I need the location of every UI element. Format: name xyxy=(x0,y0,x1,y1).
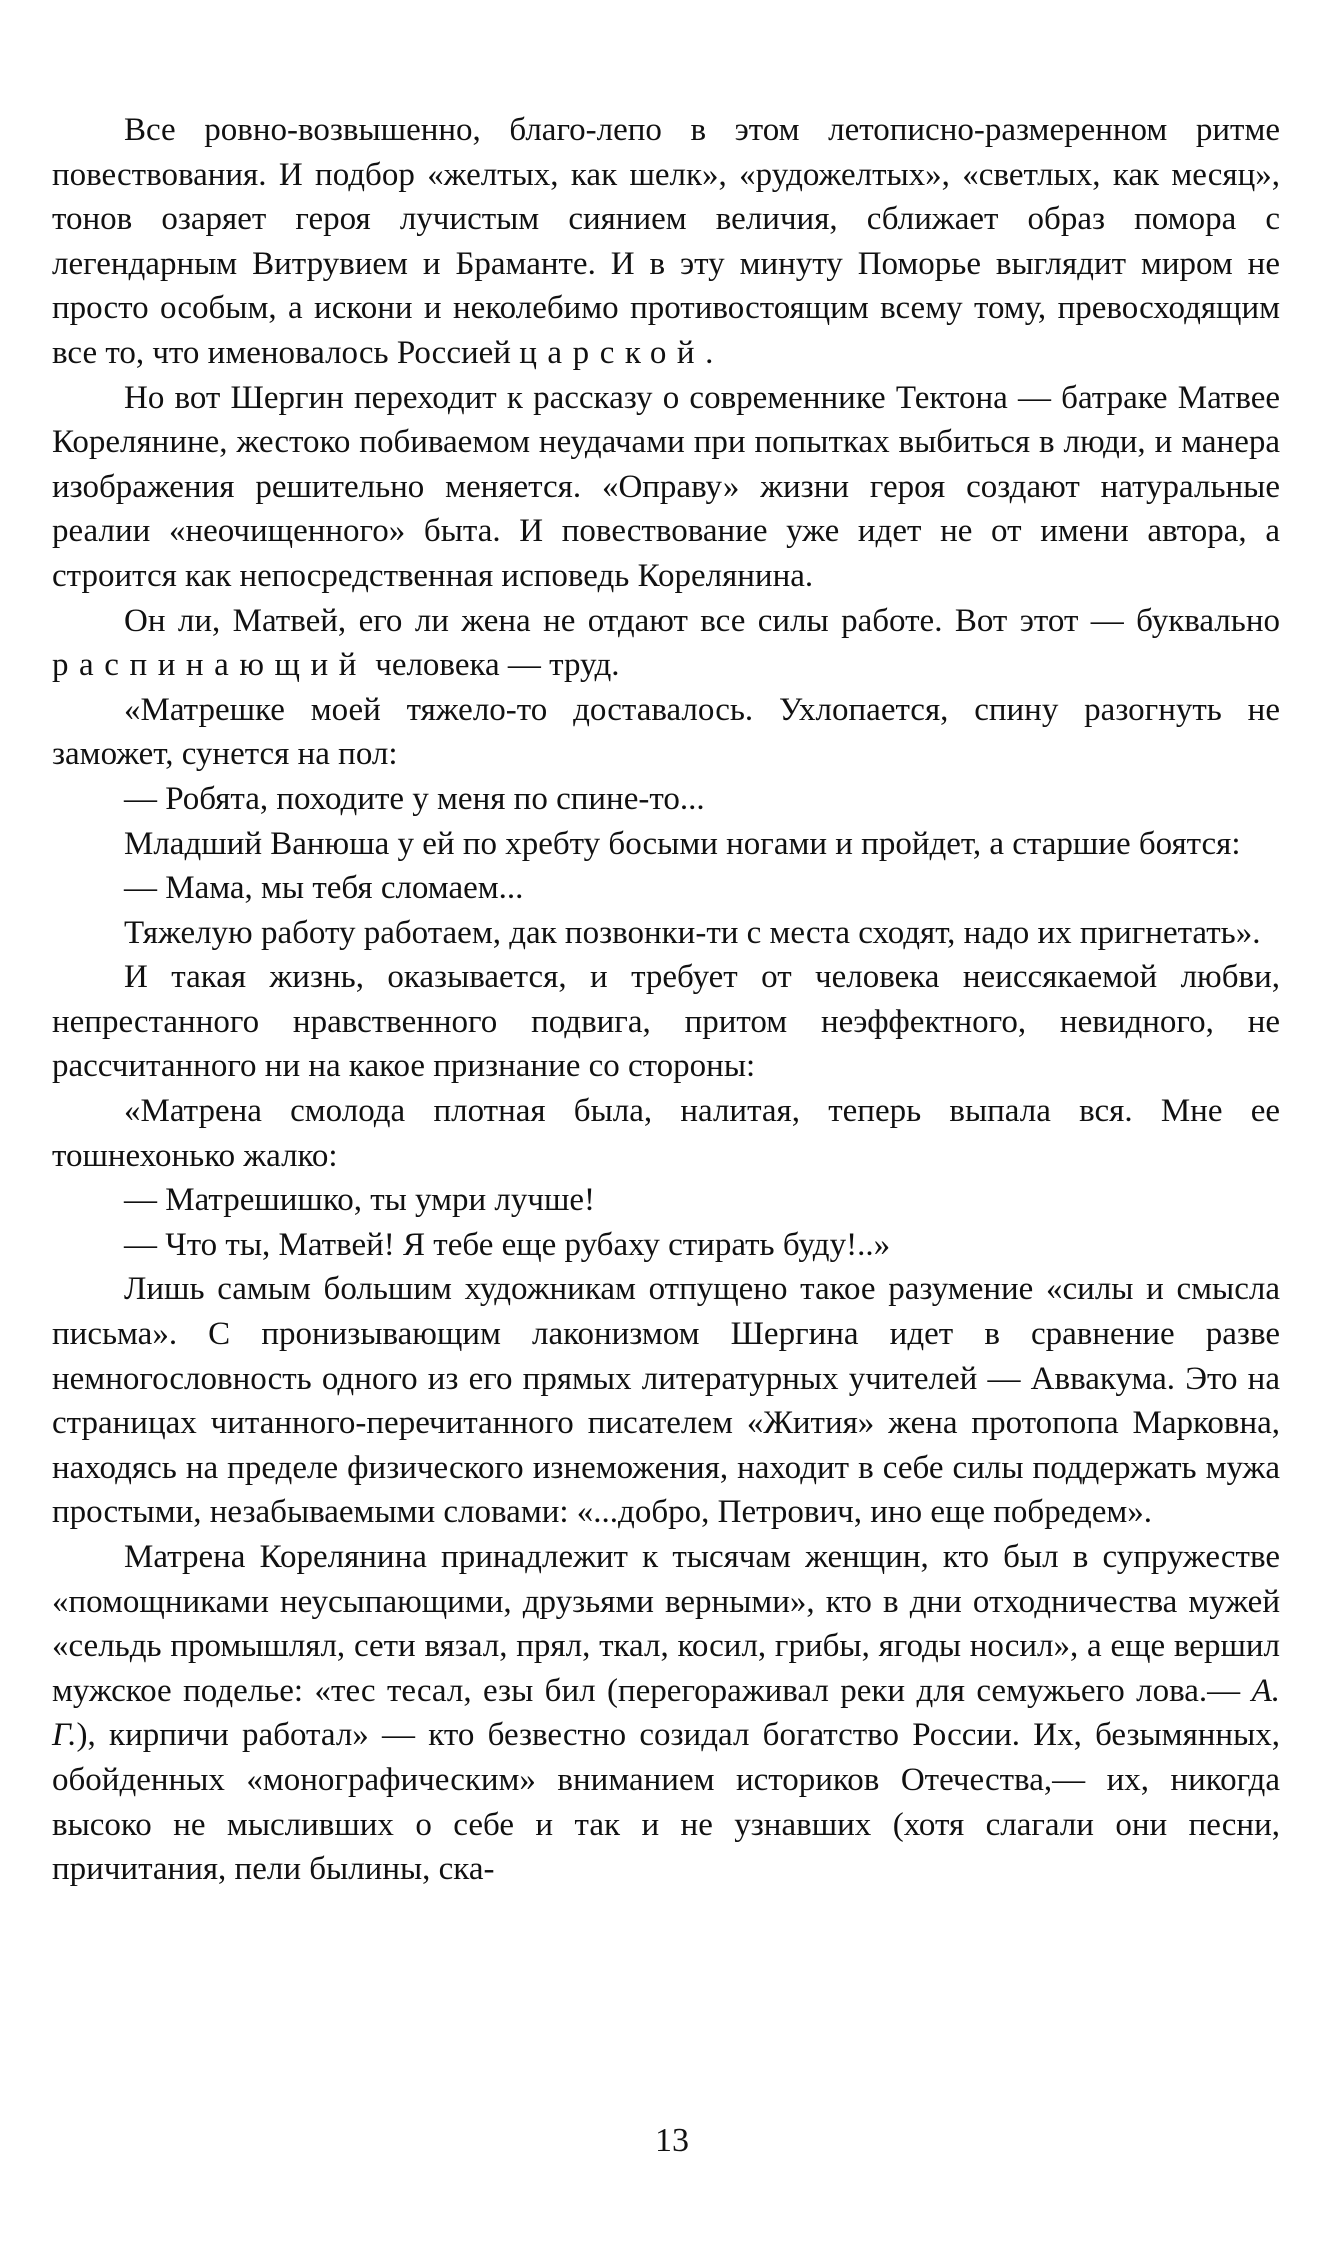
text-run: Лишь самым большим художникам отпущено такое разумение «силы и смысла письма». С пронизывающим лаконизмом Шергина идет в сравнение разве немногословность одного из его прямых литературных учителей — Аввакума. Это на страницах читанного-перечитанного писателем «Жития» жена протопопа Марковна, находясь на пределе физического изнеможения, находит в себе силы поддержать мужа простыми, незабываемыми словами: «...добро, Петрович, ино еще побредем». xyxy=(52,1271,1280,1531)
text-run: Все ровно-возвышенно, благо-лепо в этом летописно-размеренном ритме повествования. И подбор «желтых, как шелк», «рудожелтых», «светлых, как месяц», тонов озаряет героя лучистым сиянием величия, сближает образ помора с легендарным Витрувием и Браманте. И в эту минуту Поморье выглядит миром не просто особым, а искони и неколебимо противостоящим всему тому, превосходящим все то, что именовалось Россией xyxy=(52,112,1280,371)
paragraph xyxy=(52,1178,1280,1223)
paragraph xyxy=(52,911,1280,956)
text-run: — Мама, мы тебя сломаем... xyxy=(124,870,524,907)
text-run: . xyxy=(705,334,714,371)
paragraph xyxy=(52,108,1280,376)
paragraph xyxy=(52,688,1280,777)
spaced-emphasis: царской xyxy=(519,334,706,371)
paragraph xyxy=(52,777,1280,822)
paragraph xyxy=(52,1535,1280,1892)
text-run: И такая жизнь, оказывается, и требует от человека неиссякаемой любви, непрестанного нравственного подвига, притом неэффектного, невидного, не рассчитанного ни на какое признание со стороны: xyxy=(52,959,1280,1085)
text-run: — Матрешишко, ты умри лучше! xyxy=(124,1182,596,1219)
text-run: Но вот Шергин переходит к рассказу о современнике Тектона — батраке Матвее Корелянине, жестоко побиваемом неудачами при попытках выбиться в люди, и манера изображения решительно меняется. «Оправу» жизни героя создают натуральные реалии «неочищенного» быта. И повествование уже идет не от имени автора, а строится как непосредственная исповедь Корелянина. xyxy=(52,379,1280,594)
paragraph xyxy=(52,822,1280,867)
paragraph xyxy=(52,1089,1280,1178)
paragraph xyxy=(52,1267,1280,1535)
italic-text: А. Г. xyxy=(52,1672,1280,1754)
text-run: человека — труд. xyxy=(366,647,620,684)
spaced-emphasis: распинающий xyxy=(52,647,367,684)
text-run: «Матрена смолода плотная была, налитая, теперь выпала вся. Мне ее тошнехонько жалко: xyxy=(52,1093,1280,1174)
page-number: 13 xyxy=(655,2122,689,2159)
paragraph xyxy=(52,866,1280,911)
paragraph xyxy=(52,599,1280,688)
text-run: ), кирпичи работал» — кто безвестно созидал богатство России. Их, безымянных, обойденных «монографическим» вниманием историков Отечества,— их, никогда высоко не мысливших о себе и так и не узнавших (хотя слагали они песни, причитания, пели былины, ска- xyxy=(52,1717,1280,1888)
text-run: Матрена Корелянина принадлежит к тысячам женщин, кто был в супружестве «помощниками неусыпающими, друзьями верными», кто в дни отходничества мужей «сельдь промышлял, сети вязал, прял, ткал, косил, грибы, ягоды носил», а еще вершил мужское поделье: «тес тесал, езы бил (перегораживал реки для семужьего лова.— xyxy=(52,1539,1280,1709)
text-run: Тяжелую работу работаем, дак позвонки-ти с места сходят, надо их пригнетать». xyxy=(124,914,1261,951)
paragraph xyxy=(52,376,1280,599)
paragraph xyxy=(52,955,1280,1089)
text-run: Он ли, Матвей, его ли жена не отдают все силы работе. Вот этот — буквально xyxy=(124,602,1280,639)
text-run: — Робята, походите у меня по спине-то... xyxy=(124,780,705,817)
text-run: — Что ты, Матвей! Я тебе еще рубаху стирать буду!..» xyxy=(124,1226,891,1263)
body-text xyxy=(52,108,1280,1892)
paragraph xyxy=(52,1223,1280,1268)
text-run: «Матрешке моей тяжело-то доставалось. Ухлопается, спину разогнуть не заможет, сунется на пол: xyxy=(52,691,1280,773)
text-run: Младший Ванюша у ей по хребту босыми ногами и пройдет, а старшие боятся: xyxy=(124,825,1241,862)
